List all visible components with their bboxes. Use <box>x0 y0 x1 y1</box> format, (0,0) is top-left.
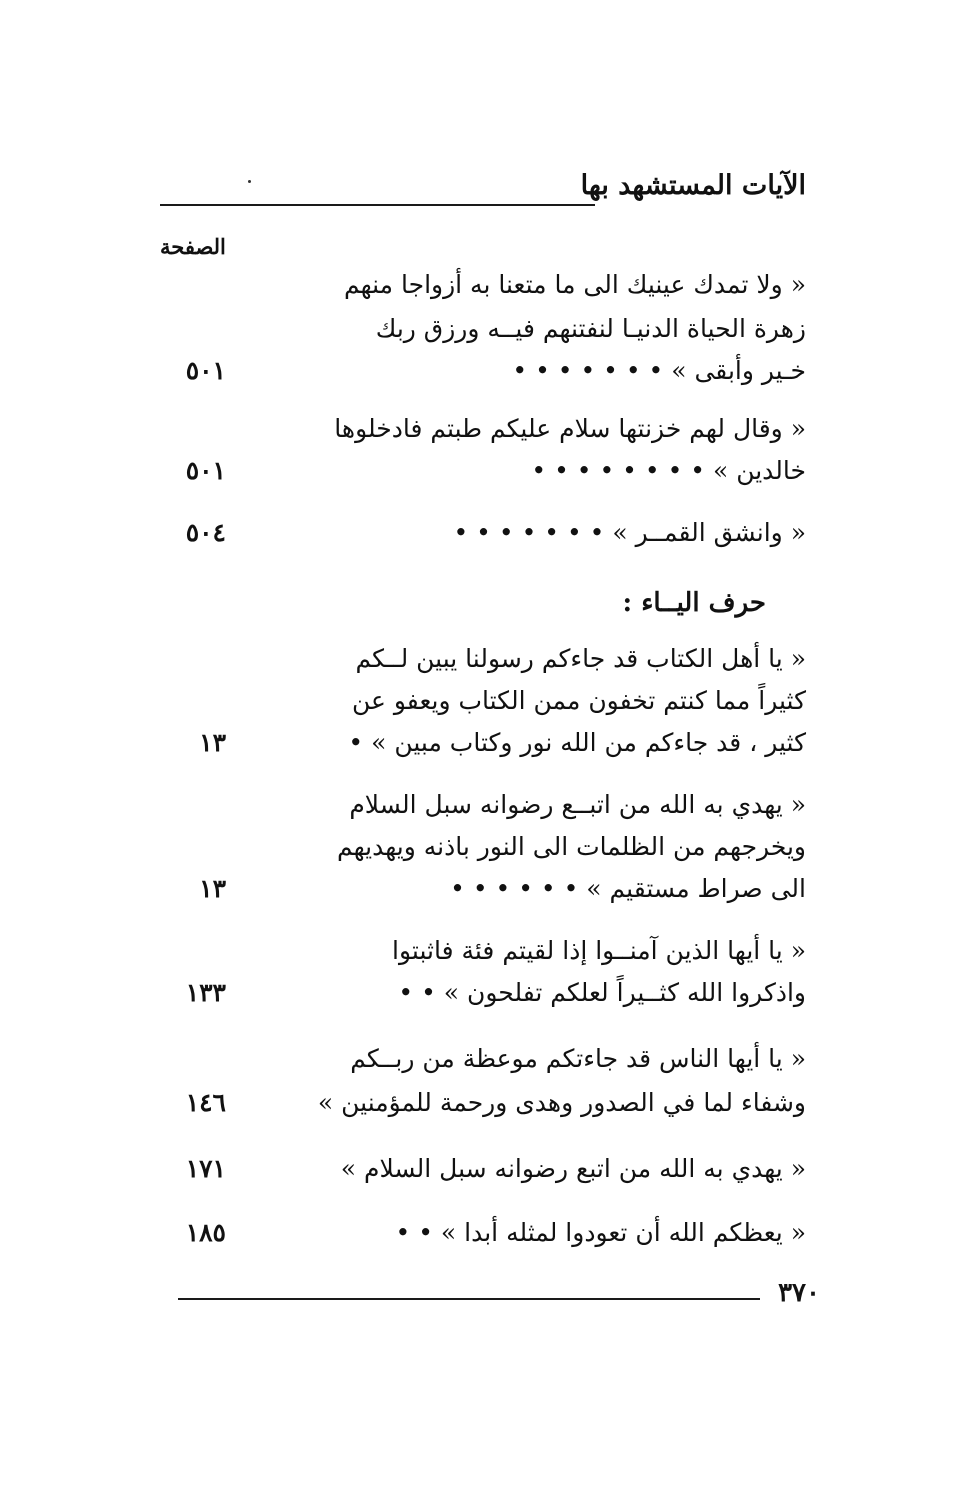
page-reference: ١٧١ <box>185 1154 226 1183</box>
page-number: ٣٧٠ <box>778 1278 820 1308</box>
verse-line: وشفاء لما في الصدور وهدى ورحمة للمؤمنين » <box>317 1088 806 1117</box>
footer-rule <box>178 1298 760 1300</box>
verse-line: كثيراً مما كنتم تخفون ممن الكتاب ويعفو عن <box>351 686 806 715</box>
verse-line: « وانشق القمــر » • • • • • • • <box>453 518 806 547</box>
page-reference: ١٤٦ <box>185 1088 226 1117</box>
verse-line: « يعظكم الله أن تعودوا لمثله أبدا » • • <box>395 1218 806 1247</box>
page-reference: ١٨٥ <box>185 1218 226 1247</box>
verse-line: « يا أهل الكتاب قد جاءكم رسولنا يبين لــكم <box>355 644 806 673</box>
page-reference: ١٣٣ <box>185 978 226 1007</box>
page-reference: ٥٠١ <box>185 356 226 385</box>
verse-line: ويخرجهم من الظلمات الى النور باذنه ويهديهم <box>337 832 806 861</box>
section-heading: حرف اليــاء : <box>622 588 766 618</box>
header-rule <box>160 204 595 206</box>
verse-line: زهرة الحياة الدنيـا لنفتنهم فيــه ورزق ربك <box>375 314 806 343</box>
verse-line: « يا أيها الذين آمنــوا إذا لقيتم فئة فاثبتوا <box>392 936 806 965</box>
verse-line: واذكروا الله كثــيراً لعلكم تفلحون » • • <box>398 978 806 1007</box>
verse-line: « ولا تمدك عينيك الى ما متعنا به أزواجا منهم <box>343 270 806 299</box>
verse-line: « يهدي به الله من اتبــع رضوانه سبل السلام <box>349 790 806 819</box>
page-reference: ١٣ <box>199 874 226 903</box>
page-reference: ٥٠١ <box>185 456 226 485</box>
ink-speck <box>248 180 251 183</box>
running-header: الآيات المستشهد بها <box>580 170 806 201</box>
verse-line: الى صراط مستقيم » • • • • • • <box>450 874 806 903</box>
verse-line: « وقال لهم خزنتها سلام عليكم طبتم فادخلوها <box>334 414 806 443</box>
page-column-label: الصفحة <box>160 234 226 259</box>
verse-line: خـير وأبقى » • • • • • • • <box>512 356 806 385</box>
verse-line: « يهدي به الله من اتبع رضوانه سبل السلام » <box>340 1154 806 1183</box>
page-reference: ١٣ <box>199 728 226 757</box>
verse-line: « يا أيها الناس قد جاءتكم موعظة من ربــكم <box>350 1044 806 1073</box>
verse-line: كثير ، قد جاءكم من الله نور وكتاب مبين » • <box>348 728 806 757</box>
page-reference: ٥٠٤ <box>185 518 226 547</box>
verse-line: خالدين » • • • • • • • • <box>531 456 806 485</box>
